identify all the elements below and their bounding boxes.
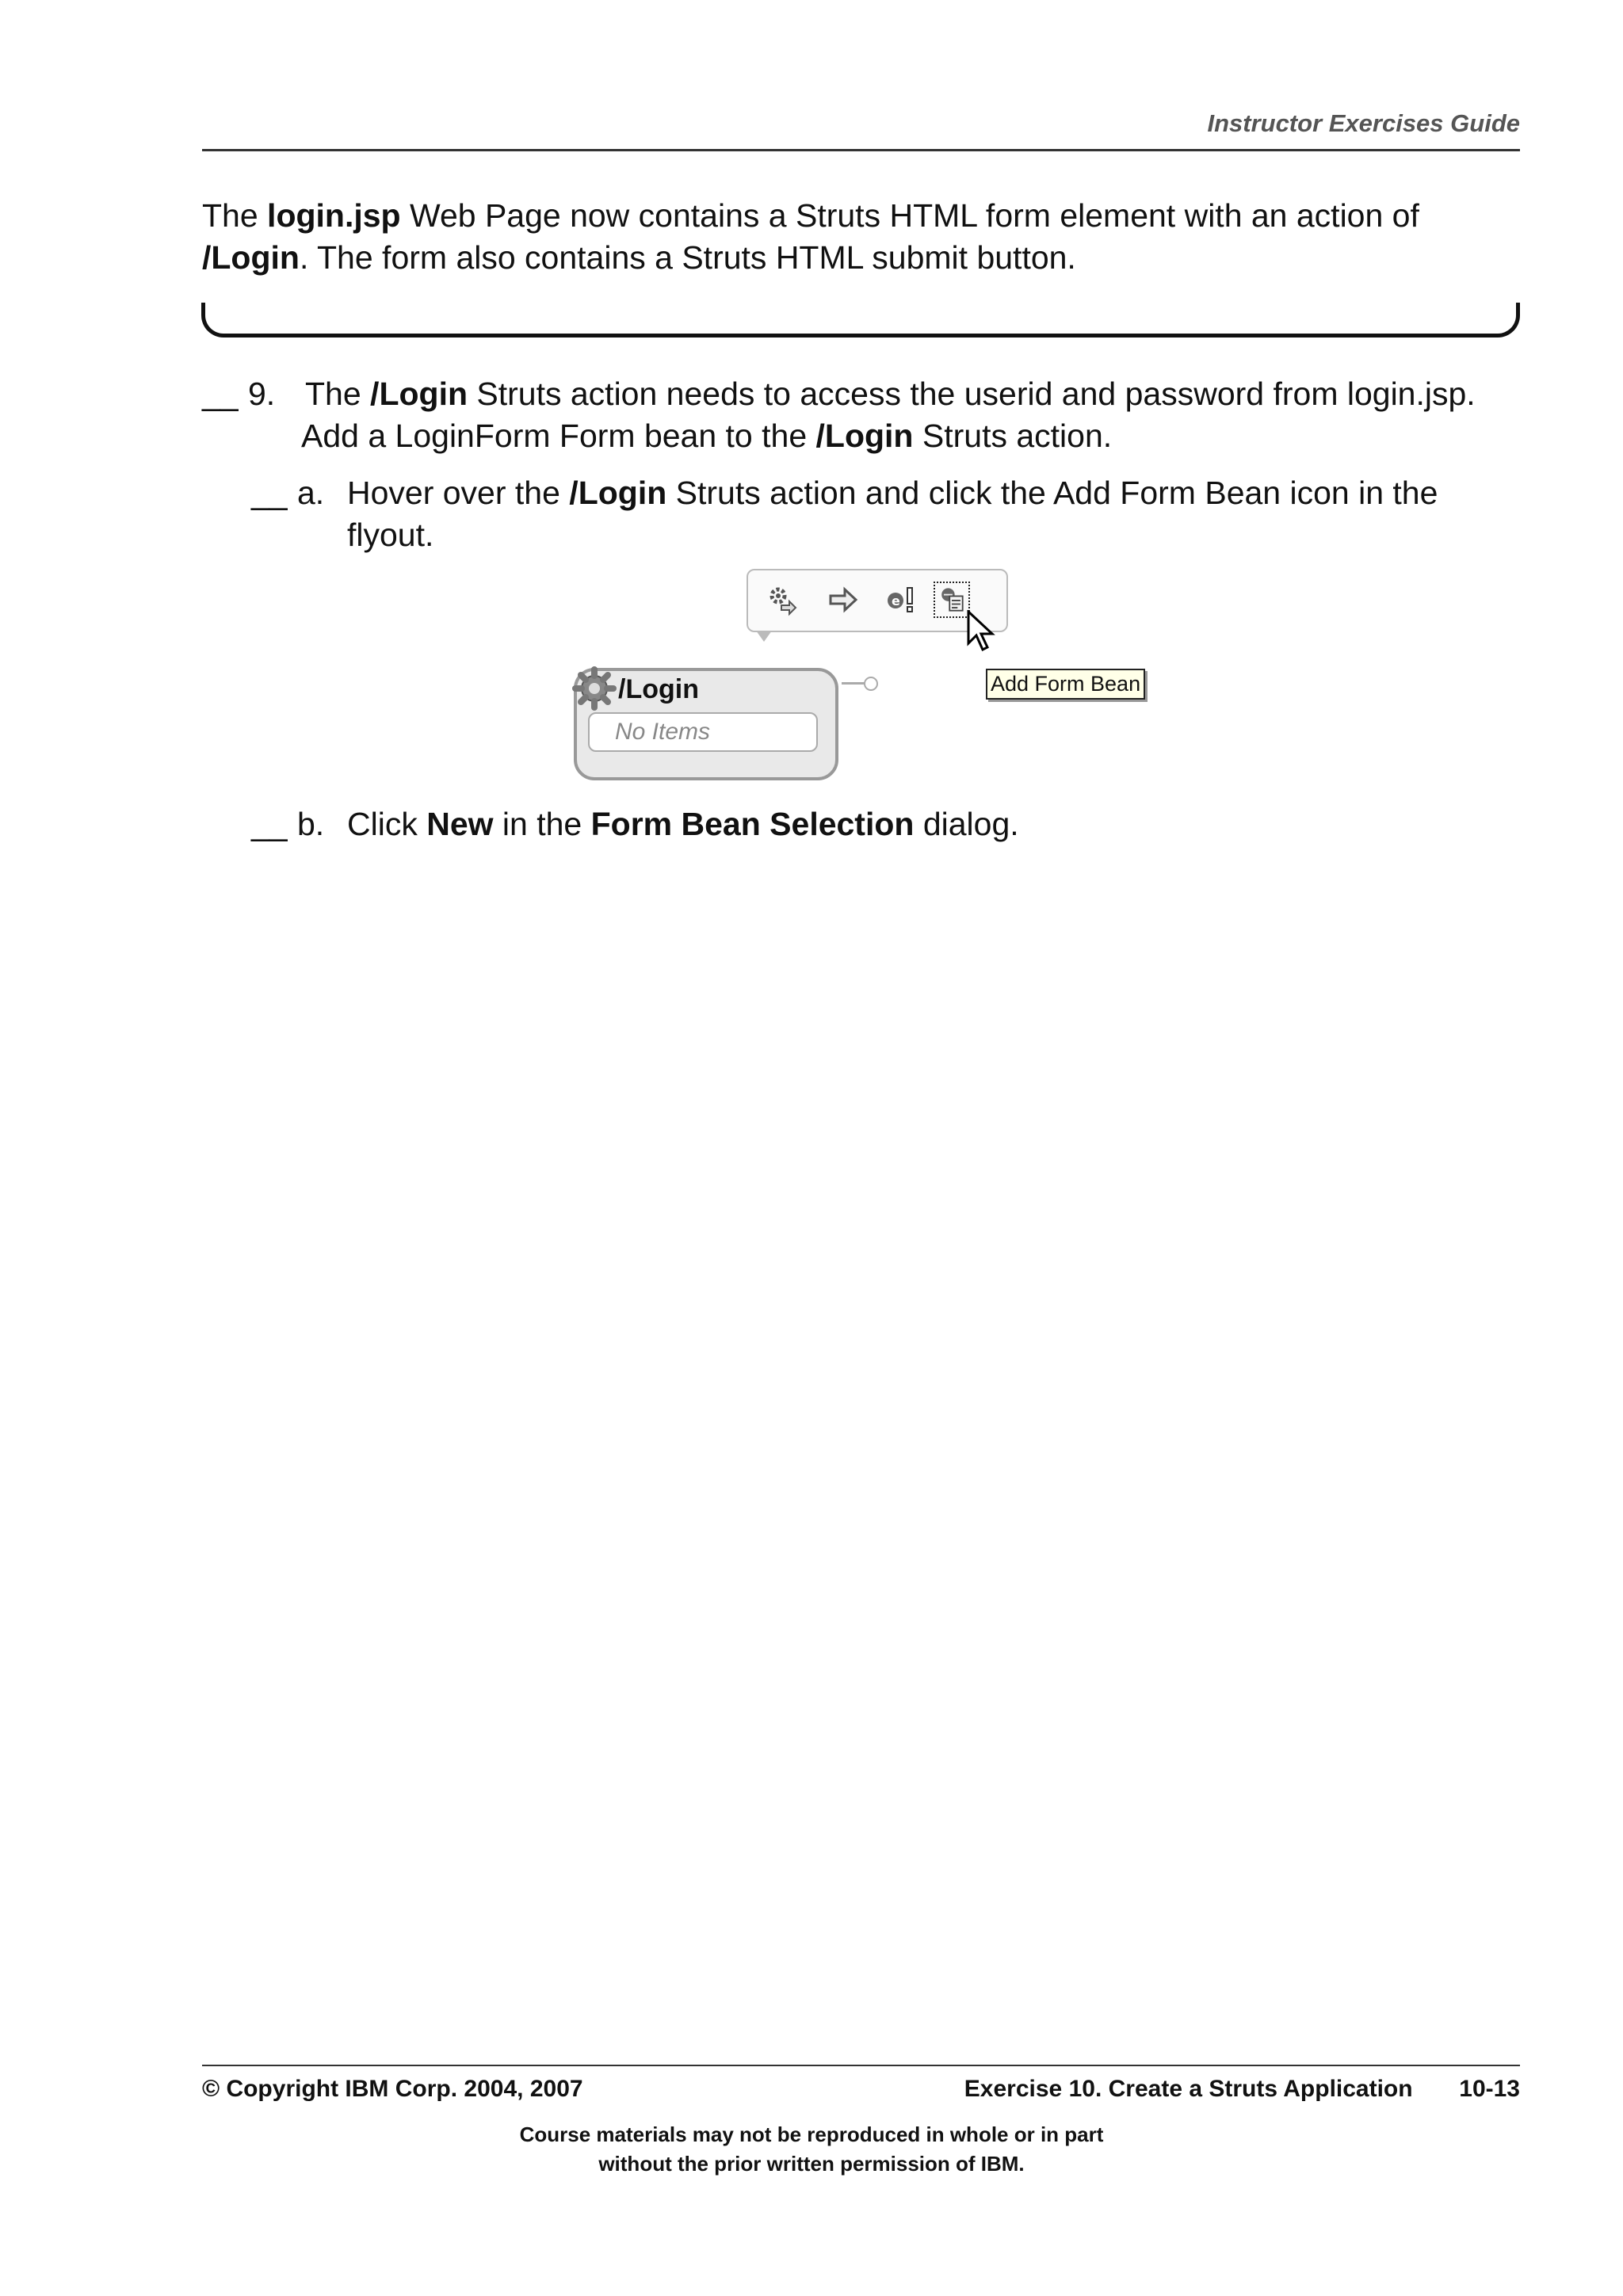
intro-text: The [202, 197, 268, 234]
footer-copyright: © Copyright IBM Corp. 2004, 2007 [202, 2076, 583, 2102]
intro-line-1 [202, 195, 1533, 237]
svg-text:e: e [892, 593, 900, 608]
footer-note-line-1: Course materials may not be reproduced in whole or in part [519, 2122, 1104, 2146]
arrow-right-icon[interactable] [826, 582, 862, 618]
intro-text: Web Page now contains a Struts HTML form element with an action of [400, 197, 1419, 234]
footer-rule [202, 2065, 1520, 2066]
step-9-line-1 [202, 373, 1533, 415]
step-a-text: Hover over the /Login Struts action and click the Add Form Bean icon in the [347, 475, 1438, 511]
login-action-title: /Login [618, 674, 699, 704]
footer-note-line-2: without the prior written permission of IBM. [598, 2152, 1025, 2176]
step-a-line-2: flyout. [347, 517, 434, 553]
intro-bold-login-jsp: login.jsp [267, 197, 401, 234]
header-title: Instructor Exercises Guide [1207, 109, 1520, 137]
screenshot-figure [563, 569, 1149, 783]
connector-handle[interactable] [864, 677, 878, 691]
step-9-text: Struts action. [913, 418, 1113, 454]
step-a [251, 472, 1535, 556]
step-b [251, 803, 1535, 845]
header-rule [202, 149, 1520, 151]
footer-exercise-page [964, 2076, 1520, 2103]
mouse-cursor-icon [967, 610, 995, 654]
step-a-line-1 [251, 472, 1535, 514]
intro-paragraph [202, 195, 1533, 279]
intro-text: . The form also contains a Struts HTML submit button. [299, 239, 1076, 276]
footer-page-number: 10-13 [1459, 2076, 1520, 2102]
note-bracket [201, 303, 1520, 338]
footer-legal-note [0, 2120, 1623, 2179]
checkbox-blank: __ [251, 475, 288, 511]
intro-line-2 [202, 237, 1533, 279]
step-9 [202, 373, 1533, 457]
checkbox-blank: __ [251, 806, 288, 842]
intro-bold-login: /Login [202, 239, 300, 276]
step-number: 9. [248, 376, 276, 412]
connector-line [842, 682, 865, 685]
checkbox-blank: __ [202, 376, 239, 412]
step-letter: b. [297, 806, 325, 842]
login-action-node[interactable] [574, 668, 838, 780]
gear-arrow-icon[interactable] [764, 582, 800, 618]
gear-icon [571, 665, 618, 712]
step-9-text: The /Login Struts action needs to access the userid and password from login.jsp. [305, 376, 1476, 412]
exception-icon[interactable] [883, 582, 919, 618]
step-letter: a. [297, 475, 325, 511]
step-b-line-1 [251, 803, 1535, 845]
form-bean-icon[interactable] [934, 582, 970, 618]
step-9-line-2 [202, 415, 1533, 457]
step-b-text: Click New in the Form Bean Selection dialog. [347, 806, 1019, 842]
add-form-bean-tooltip: Add Form Bean [986, 669, 1145, 700]
footer-exercise: Exercise 10. Create a Struts Application [964, 2076, 1413, 2102]
step-9-bold: /Login [815, 418, 914, 454]
step-9-text: Add a LoginForm Form bean to the [301, 418, 816, 454]
form-bean-list: No Items [588, 712, 818, 752]
